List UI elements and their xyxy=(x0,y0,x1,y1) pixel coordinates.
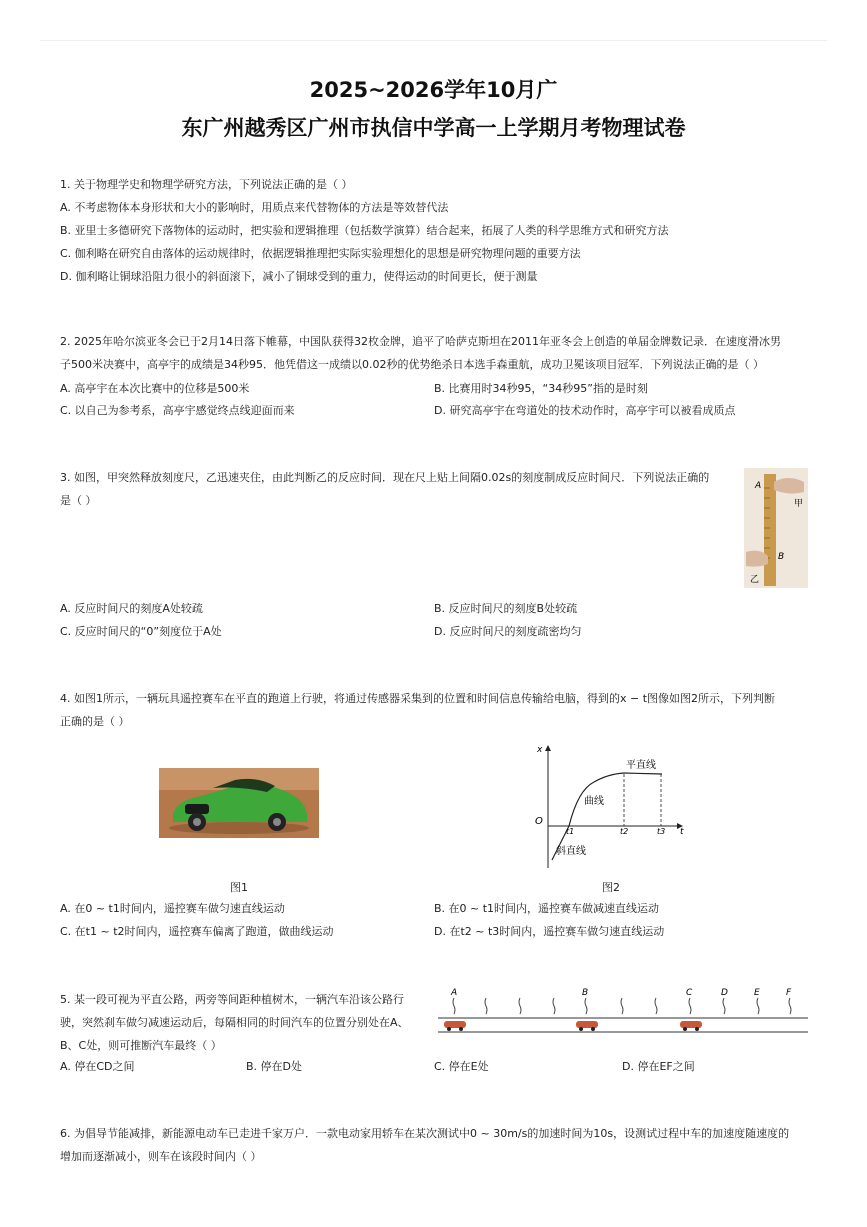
ruler-label-a: A xyxy=(755,481,762,491)
road-label-b: B xyxy=(582,988,589,998)
road-label-d: D xyxy=(721,988,728,998)
page-title-line2: 东广州越秀区广州市执信中学高一上学期月考物理试卷 xyxy=(181,116,686,140)
person-jia-label: 甲 xyxy=(794,499,804,509)
question-3-stem-line2: 是（ ） xyxy=(60,494,97,507)
question-2-stem-line2: 子500米决赛中，高亭宇的成绩是34秒95．他凭借这一成绩以0.02秒的优势绝杀日本选手森重航，成功卫冕该项目冠军．下列说法正确的是（ ） xyxy=(60,358,764,371)
question-5-option-d[interactable]: D. 停在EF之间 xyxy=(622,1060,695,1073)
question-3-option-d[interactable]: D. 反应时间尺的刻度疏密均匀 xyxy=(434,625,582,638)
question-4-option-b[interactable]: B. 在0 ~ t1时间内，遥控赛车做减速直线运动 xyxy=(434,902,660,915)
car-grille xyxy=(185,804,209,814)
x-axis-label: x xyxy=(537,745,543,755)
t1-label: t1 xyxy=(566,827,575,836)
slant-line-label: 斜直线 xyxy=(556,846,586,857)
question-4-stem-line1: 4. 如图1所示，一辆玩具遥控赛车在平直的跑道上行驶，将通过传感器采集到的位置和时间信息传输给电脑，得到的x − t图像如图2所示，下列判断 xyxy=(60,692,776,705)
car-at-b xyxy=(576,1021,598,1031)
question-2-option-c[interactable]: C. 以自己为参考系，高亭宇感觉终点线迎面而来 xyxy=(60,404,295,417)
t-axis-label: t xyxy=(680,827,684,837)
question-5-option-a[interactable]: A. 停在CD之间 xyxy=(60,1060,135,1073)
figure-1-caption: 图1 xyxy=(230,881,248,894)
question-4-option-a[interactable]: A. 在0 ~ t1时间内，遥控赛车做匀速直线运动 xyxy=(60,902,285,915)
road-label-e: E xyxy=(754,988,760,998)
question-1-stem: 1. 关于物理学史和物理学研究方法，下列说法正确的是（ ） xyxy=(60,178,353,191)
top-divider xyxy=(40,40,827,41)
question-2 xyxy=(60,330,781,376)
flat-segment xyxy=(624,773,662,774)
road-figure xyxy=(436,984,811,1036)
question-3-stem-line1: 3. 如图，甲突然释放刻度尺，乙迅速夹住，由此判断乙的反应时间．现在尺上贴上间隔0.02s的刻度制成反应时间尺．下列说法正确的 xyxy=(60,471,710,484)
question-4 xyxy=(60,687,775,733)
question-5-stem-line3: B、C处，则可推断汽车最终（ ） xyxy=(60,1039,222,1052)
question-2-stem-line1: 2. 2025年哈尔滨亚冬会已于2月14日落下帷幕，中国队获得32枚金牌，追平了哈萨克斯坦在2011年亚冬会上创造的单届金牌数记录．在速度滑冰男 xyxy=(60,335,781,348)
question-6-stem-line1: 6. 为倡导节能减排，新能源电动车已走进千家万户．一款电动家用轿车在某次测试中0 ~ 30m/s的加速时间为10s，设测试过程中车的加速度随速度的 xyxy=(60,1127,790,1140)
reaction-ruler-figure xyxy=(744,468,808,588)
curve-label: 曲线 xyxy=(584,796,604,807)
ruler xyxy=(764,474,776,586)
question-6-stem-line2: 增加而逐渐减小，则车在该段时间内（ ） xyxy=(60,1150,262,1163)
question-2-option-b[interactable]: B. 比赛用时34秒95，“34秒95”指的是时刻 xyxy=(434,382,648,395)
t2-label: t2 xyxy=(620,827,629,836)
question-5-option-b[interactable]: B. 停在D处 xyxy=(246,1060,303,1073)
road-label-f: F xyxy=(786,988,792,998)
road-label-c: C xyxy=(686,988,693,998)
question-1-option-c[interactable]: C. 伽利略在研究自由落体的运动规律时，依据逻辑推理把实际实验理想化的思想是研究物理问题的重要方法 xyxy=(60,247,581,260)
question-5-stem-line1: 5. 某一段可视为平直公路，两旁等间距种植树木，一辆汽车沿该公路行 xyxy=(60,993,404,1006)
question-3-option-c[interactable]: C. 反应时间尺的“0”刻度位于A处 xyxy=(60,625,222,638)
question-4-option-d[interactable]: D. 在t2 ~ t3时间内，遥控赛车做匀速直线运动 xyxy=(434,925,665,938)
question-2-option-a[interactable]: A. 高亭宇在本次比赛中的位移是500米 xyxy=(60,382,250,395)
question-3 xyxy=(60,466,709,512)
upper-hand xyxy=(774,478,804,494)
car-at-a xyxy=(444,1021,466,1031)
origin-label: O xyxy=(535,816,543,827)
t3-label: t3 xyxy=(657,827,666,836)
person-yi-label: 乙 xyxy=(750,575,760,585)
question-3-option-b[interactable]: B. 反应时间尺的刻度B处较疏 xyxy=(434,602,578,615)
question-1-option-b[interactable]: B. 亚里士多德研究下落物体的运动时，把实验和逻辑推理（包括数学演算）结合起来，拓展了人类的科学思维方式和研究方法 xyxy=(60,224,669,237)
flat-line-label: 平直线 xyxy=(626,760,656,771)
question-4-option-c[interactable]: C. 在t1 ~ t2时间内，遥控赛车偏离了跑道，做曲线运动 xyxy=(60,925,334,938)
question-1-option-a[interactable]: A. 不考虑物体本身形状和大小的影响时，用质点来代替物体的方法是等效替代法 xyxy=(60,201,449,214)
figure-2-caption: 图2 xyxy=(602,881,620,894)
question-1-option-d[interactable]: D. 伽利略让铜球沿阻力很小的斜面滚下，减小了铜球受到的重力，使得运动的时间更长，便于测量 xyxy=(60,270,538,283)
question-5-stem-line2: 驶，突然刹车做匀减速运动后，每隔相同的时间汽车的位置分别处在A、 xyxy=(60,1016,409,1029)
question-3-option-a[interactable]: A. 反应时间尺的刻度A处较疏 xyxy=(60,602,203,615)
question-4-stem-line2: 正确的是（ ） xyxy=(60,715,130,728)
road-label-a: A xyxy=(451,988,458,998)
page-title-line1: 2025~2026学年10月广 xyxy=(309,78,558,102)
question-1 xyxy=(60,173,669,288)
question-6 xyxy=(60,1122,789,1168)
xt-graph xyxy=(532,740,692,872)
toy-car-photo xyxy=(159,768,319,838)
question-2-option-d[interactable]: D. 研究高亭宇在弯道处的技术动作时，高亭宇可以被看成质点 xyxy=(434,404,736,417)
question-5-option-c[interactable]: C. 停在E处 xyxy=(434,1060,489,1073)
car-at-c xyxy=(680,1021,702,1031)
question-5 xyxy=(60,988,409,1057)
ruler-label-b: B xyxy=(778,552,785,562)
